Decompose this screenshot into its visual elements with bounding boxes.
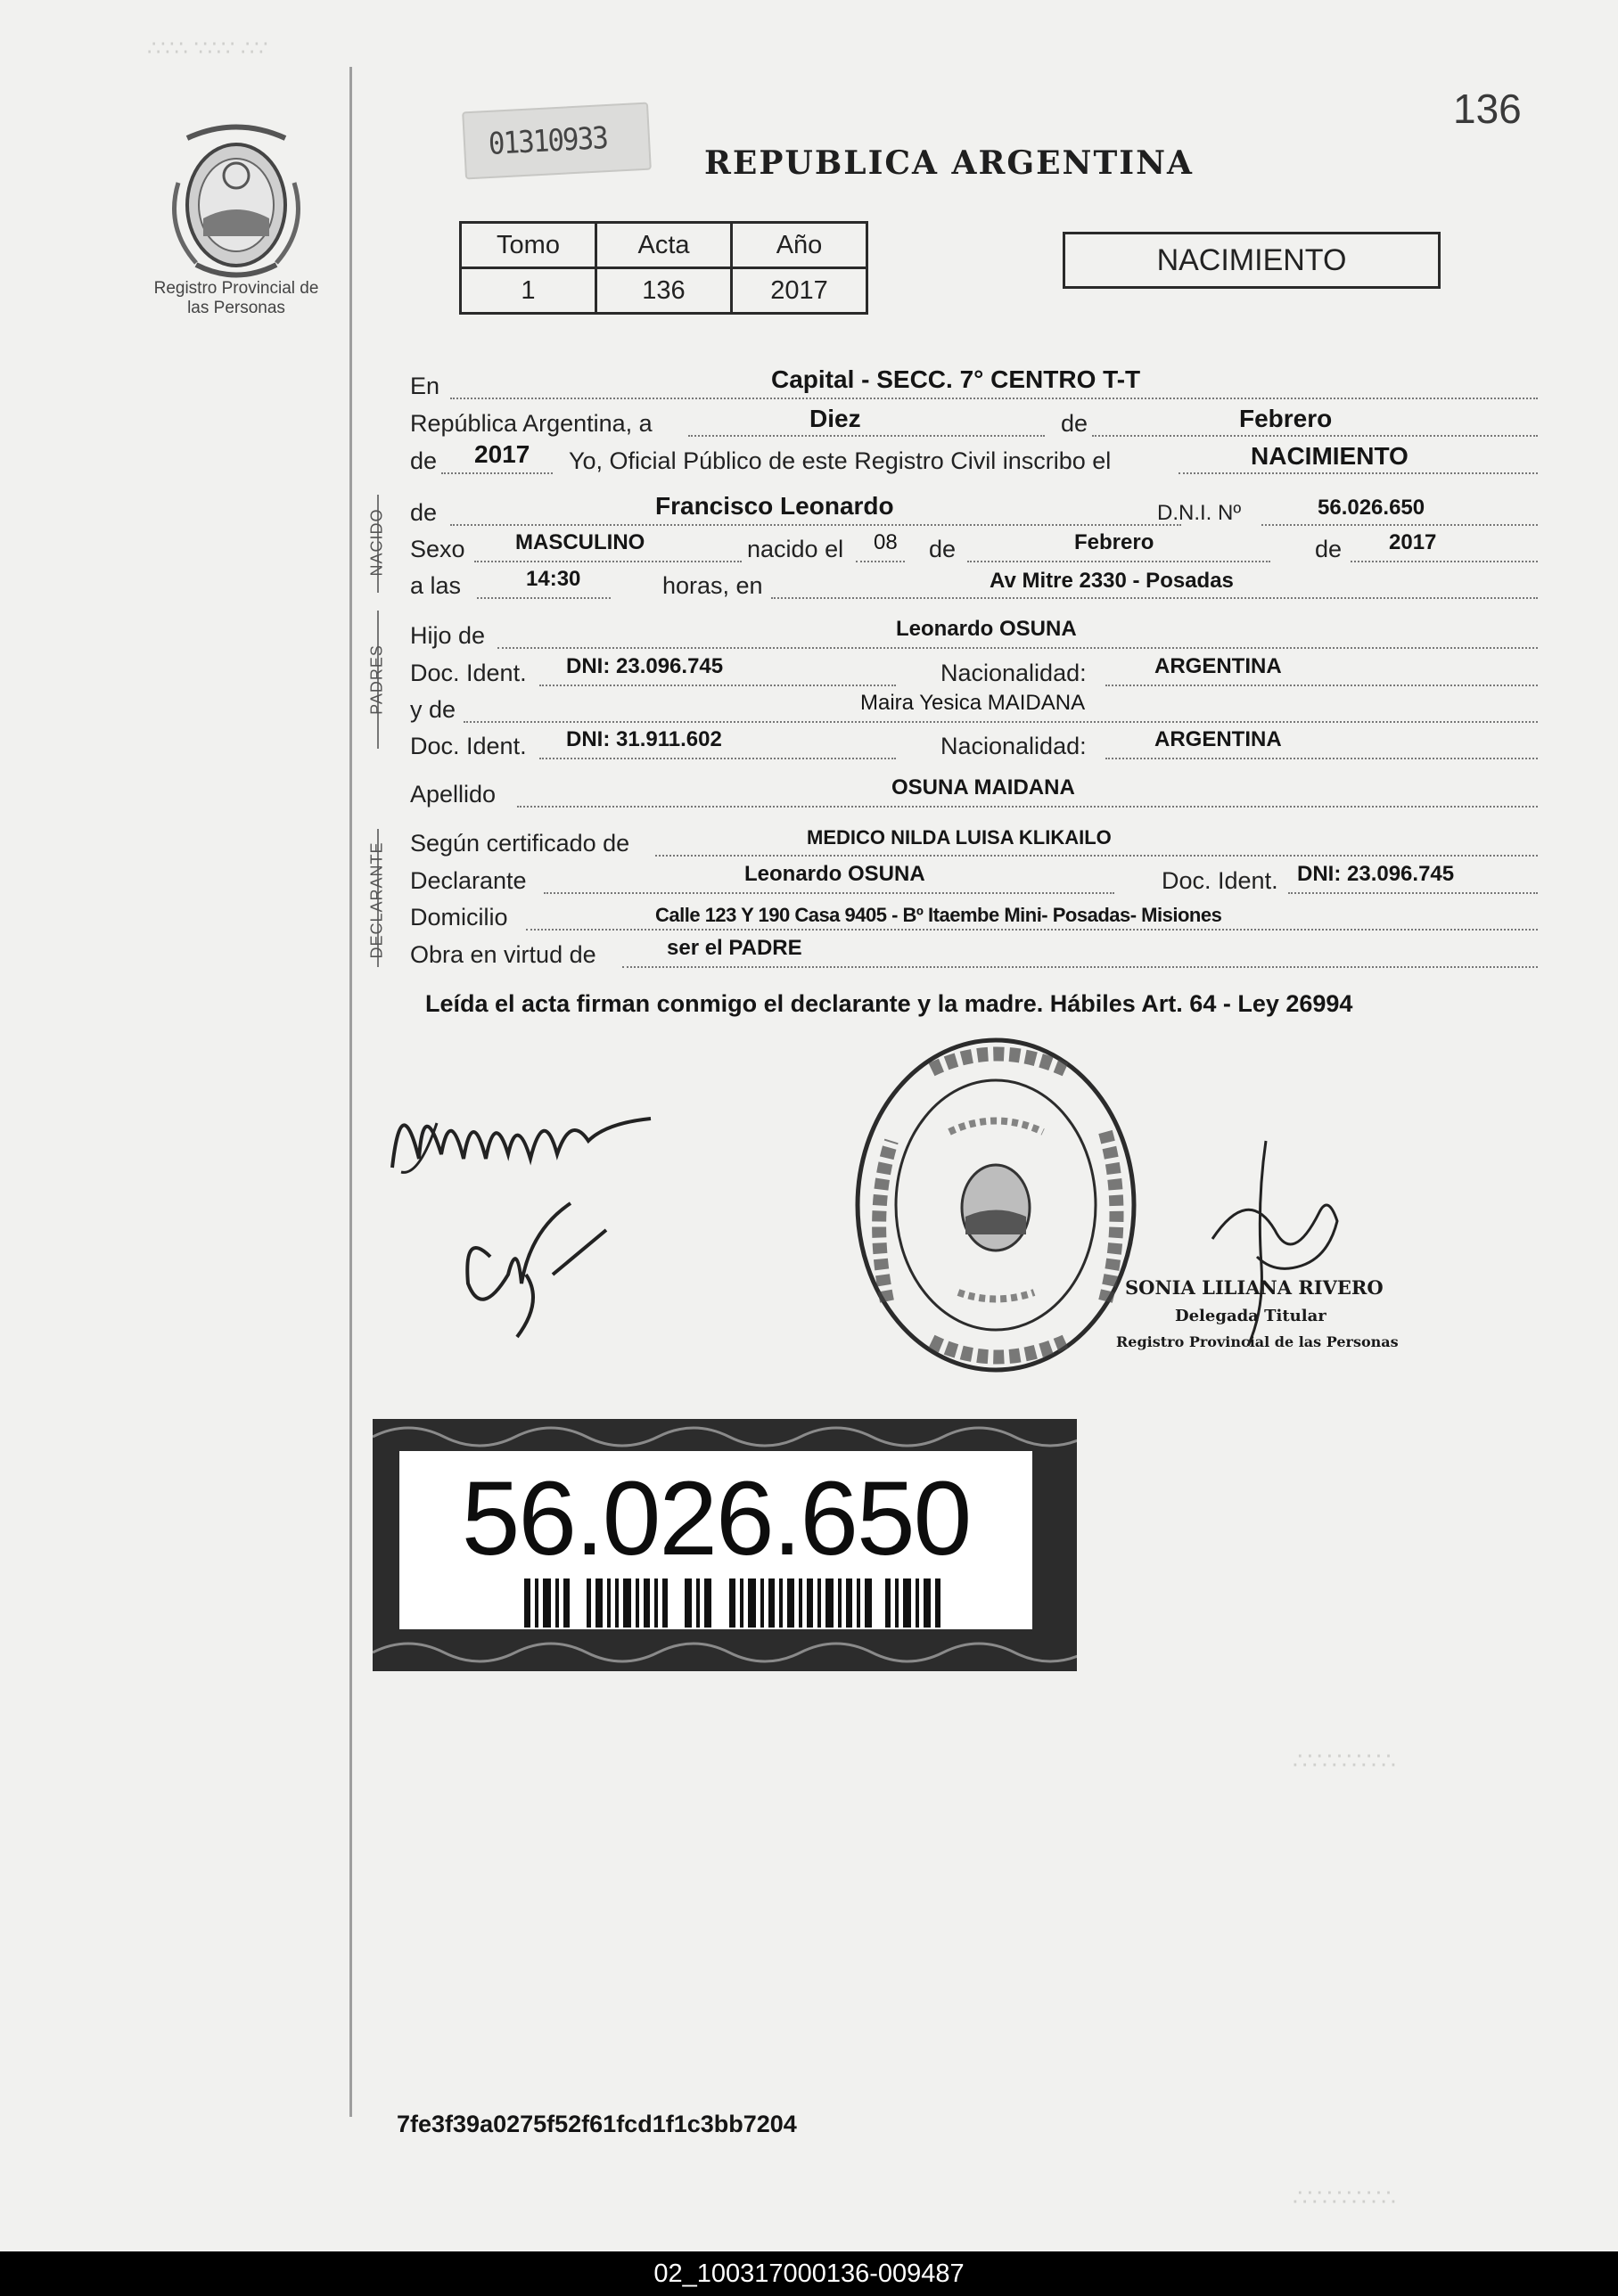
value-lugar: Capital - SECC. 7° CENTRO T-T	[771, 365, 1141, 393]
section-label-declarante: DECLARANTE	[367, 841, 386, 959]
dotted-line	[1288, 892, 1538, 894]
signer-role: Delegada Titular	[1175, 1307, 1326, 1325]
table-header: Año	[732, 223, 867, 268]
label-segun: Según certificado de	[410, 830, 630, 857]
label-nacionalidad: Nacionalidad:	[940, 660, 1087, 686]
value-nac-mes: Febrero	[1074, 530, 1154, 554]
label-hijo-de: Hijo de	[410, 622, 486, 649]
barcode-icon	[524, 1578, 943, 1628]
label-sexo: Sexo	[410, 536, 465, 562]
label-a-las: a las	[410, 572, 462, 599]
dotted-line	[1105, 685, 1538, 686]
official-seal-icon	[851, 1034, 1141, 1377]
dotted-line	[474, 561, 742, 562]
signer-name: SONIA LILIANA RIVERO	[1125, 1276, 1384, 1299]
label-de: de	[1315, 536, 1343, 562]
value-anio: 2017	[474, 440, 530, 468]
section-label-padres: PADRES	[367, 644, 386, 715]
label-doc-ident: Doc. Ident.	[1162, 867, 1278, 894]
margin-line	[349, 67, 352, 2117]
sticker-dni-number: 56.026.650	[461, 1460, 971, 1578]
bleed-through-text: ∴∵∴∵∴∵∴	[1293, 1747, 1396, 1774]
label-en: En	[410, 373, 440, 399]
value-declarante-doc: DNI: 23.096.745	[1297, 862, 1455, 886]
table-row	[461, 268, 867, 314]
label-nacido-el: nacido el	[747, 536, 844, 562]
bleed-through-text: ∴∵∴∵∴∵∴	[1293, 2184, 1396, 2210]
registry-label: Registro Provincial de las Personas	[153, 279, 319, 317]
label-dni: D.N.I. Nº	[1157, 501, 1242, 525]
label-de: de	[1061, 410, 1088, 437]
label-domicilio: Domicilio	[410, 904, 508, 931]
table-cell: 136	[596, 268, 732, 314]
value-padre: Leonardo OSUNA	[896, 617, 1077, 641]
dotted-line	[539, 685, 896, 686]
dotted-line	[655, 855, 1538, 857]
value-sexo: MASCULINO	[515, 530, 645, 554]
value-nac-anio: 2017	[1389, 530, 1437, 554]
dotted-line	[688, 435, 1045, 437]
section-label-nacido: NACIDO	[367, 508, 386, 577]
value-obra: ser el PADRE	[667, 936, 802, 960]
label-de: de	[929, 536, 957, 562]
dotted-line	[856, 561, 905, 562]
dotted-line	[622, 966, 1538, 968]
label-apellido: Apellido	[410, 781, 497, 808]
serial-number-stamp	[462, 102, 652, 180]
label-de: de	[410, 447, 438, 474]
dotted-line	[450, 524, 1181, 526]
label-de: de	[410, 499, 438, 526]
value-dni: 56.026.650	[1318, 496, 1425, 520]
value-madre: Maira Yesica MAIDANA	[860, 691, 1086, 715]
value-dia-texto: Diez	[809, 405, 861, 432]
table-header: Tomo	[461, 223, 596, 268]
value-hora: 14:30	[526, 567, 581, 591]
table-cell: 2017	[732, 268, 867, 314]
label-horas-en: horas, en	[662, 572, 763, 599]
dotted-line	[967, 561, 1270, 562]
value-certificado: MEDICO NILDA LUISA KLIKAILO	[807, 826, 1112, 849]
table-header: Acta	[596, 223, 732, 268]
dotted-line	[1092, 435, 1538, 437]
dotted-line	[1105, 758, 1538, 759]
label-doc-ident: Doc. Ident.	[410, 733, 527, 759]
value-lugar-nac: Av Mitre 2330 - Posadas	[990, 569, 1234, 593]
signer-office: Registro Provincial de las Personas	[1116, 1333, 1399, 1350]
dotted-line	[450, 398, 1538, 399]
table-cell: 1	[461, 268, 596, 314]
value-mes-texto: Febrero	[1239, 405, 1333, 432]
bleed-through-text: ∴∵∴ ∵∴∵ ∴∵	[147, 37, 268, 61]
label-yo-oficial: Yo, Oficial Público de este Registro Civil inscribo el	[569, 447, 1112, 474]
dotted-line	[1261, 524, 1538, 526]
value-tipo: NACIMIENTO	[1251, 442, 1409, 470]
document-title: REPUBLICA ARGENTINA	[704, 144, 1194, 182]
dotted-line	[1351, 561, 1538, 562]
dotted-line	[544, 892, 1114, 894]
value-padre-nac: ARGENTINA	[1154, 654, 1282, 678]
dotted-line	[441, 472, 553, 474]
dotted-line	[497, 647, 1538, 649]
dotted-line	[517, 806, 1538, 808]
label-doc-ident: Doc. Ident.	[410, 660, 527, 686]
act-type-box: NACIMIENTO	[1063, 232, 1441, 289]
book-reference-table	[459, 221, 868, 315]
dotted-line	[526, 929, 1538, 931]
dni-sticker	[373, 1419, 1077, 1671]
label-obra: Obra en virtud de	[410, 941, 596, 968]
footer-id-bar: 02_100317000136-009487	[0, 2251, 1618, 2296]
label-republica: República Argentina, a	[410, 410, 653, 437]
value-declarante: Leonardo OSUNA	[744, 862, 925, 886]
closing-statement: Leída el acta firman conmigo el declarante y la madre. Hábiles Art. 64 - Ley 26994	[425, 990, 1353, 1017]
value-madre-nac: ARGENTINA	[1154, 727, 1282, 751]
document-hash: 7fe3f39a0275f52f61fcd1f1c3bb7204	[397, 2111, 797, 2137]
value-nac-dia: 08	[874, 530, 898, 554]
page-number: 136	[1453, 86, 1522, 132]
value-domicilio: Calle 123 Y 190 Casa 9405 - Bº Itaembe Mini- Posadas- Misiones	[655, 904, 1222, 926]
declarant-signature	[383, 1070, 669, 1355]
value-nombre: Francisco Leonardo	[655, 492, 894, 520]
dotted-line	[771, 597, 1538, 599]
sticker-label	[399, 1451, 1032, 1629]
dotted-line	[464, 721, 1538, 723]
dotted-line	[477, 597, 611, 599]
value-madre-doc: DNI: 31.911.602	[566, 727, 722, 751]
table-header-row	[461, 223, 867, 268]
serial-number: 01310933	[488, 120, 608, 162]
dotted-line	[539, 758, 896, 759]
province-coat-of-arms-icon	[160, 120, 312, 281]
dotted-line	[1179, 472, 1538, 474]
label-nacionalidad: Nacionalidad:	[940, 733, 1087, 759]
value-padre-doc: DNI: 23.096.745	[566, 654, 724, 678]
label-declarante: Declarante	[410, 867, 527, 894]
label-y-de: y de	[410, 696, 456, 723]
value-apellido: OSUNA MAIDANA	[891, 775, 1075, 800]
